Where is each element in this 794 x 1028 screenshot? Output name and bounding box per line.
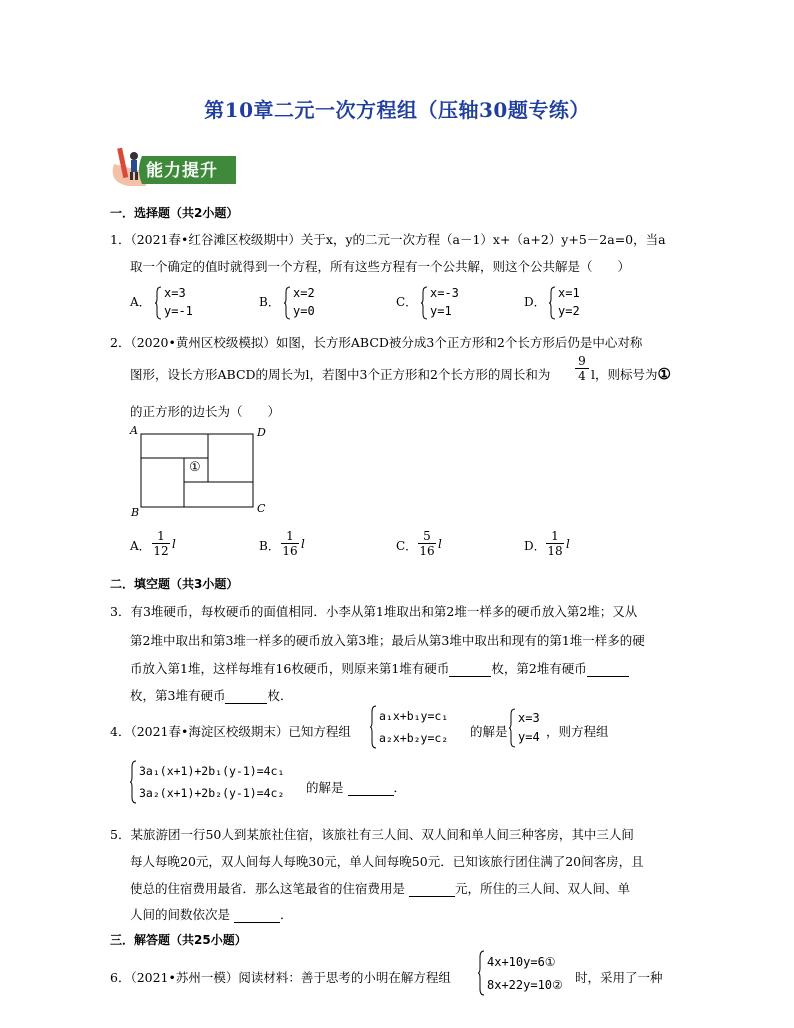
q5-line2: 每人每晚20元，双人间每人每晚30元，单人间每晚50元．已知该旅行团住满了20间客房，且 (130, 854, 644, 869)
q4-solution: x=3 y=4 (518, 711, 540, 744)
q3-blank-2[interactable] (587, 661, 629, 677)
q2-line1: 2．（2020•黄州区校级模拟）如图，长方形ABCD被分成3个正方形和2个长方形后仍是中心对称 (110, 335, 643, 350)
brace-icon (420, 286, 428, 320)
label-a: A (130, 424, 138, 437)
section-fill: 二．填空题（共3小题） (110, 577, 239, 591)
q2-line2a: 图形，设长方形ABCD的周长为l，若图中3个正方形和2个长方形的周长和为 (130, 367, 551, 382)
q3-line1: 3．有3堆硬币，每枚硬币的面值相同．小李从第1堆取出和第2堆一样多的硬币放入第2堆；又从 (110, 604, 638, 619)
q1-line2: 取一个确定的值时就得到一个方程，所有这些方程有一个公共解，则这个公共解是（ ） (130, 259, 631, 274)
q4-line2: 的解是 ． (306, 780, 407, 795)
q2-figure (128, 424, 273, 520)
q4-line1c: ，则方程组 (546, 724, 609, 739)
section-choice: 一．选择题（共2小题） (110, 206, 239, 220)
q2-line2b: l，则标号为① (591, 365, 671, 383)
q4-blank[interactable] (348, 780, 394, 796)
section-answer: 三．解答题（共25小题） (110, 933, 247, 947)
circled-one-icon: ① (657, 365, 671, 383)
q6-line1b: 时，采用了一种 (575, 970, 663, 985)
label-b: B (131, 506, 140, 519)
page-title: 第10章二元一次方程组（压轴30题专练） (204, 98, 590, 122)
square-one-mark: ① (189, 460, 201, 475)
q2-options: A． $\frac{1}{12}$ l B． $\frac{1}{16}$ l C． $\frac{5}{16}$ l D． $\frac{1}{18}$ l (130, 529, 570, 558)
q5-blank-1[interactable] (409, 881, 455, 897)
q6-line1a: 6．（2021•苏州一模）阅读材料：善于思考的小明在解方程组 (110, 970, 451, 985)
q5-line4: 人间的间数依次是 ． (130, 907, 293, 922)
q3-line2: 第2堆中取出和第3堆一样多的硬币放入第3堆；最后从第3堆中取出和现有的第1堆一样多的硬 (130, 633, 645, 648)
q3-line4: 枚，第3堆有硬币 枚． (130, 688, 293, 703)
q3-blank-3[interactable] (225, 688, 267, 704)
brace-icon (369, 705, 377, 749)
brace-icon (508, 708, 516, 748)
q3-line3: 币放入第1堆，这样每堆有16枚硬币，则原来第1堆有硬币 枚，第2堆有硬币 (130, 659, 629, 677)
q5-line1: 5．某旅游团一行50人到某旅社住宿，该旅社有三人间、双人间和单人间三种客房，其中三人间 (110, 827, 634, 842)
ability-badge (106, 142, 240, 190)
q5-line3: 使总的住宿费用最省．那么这笔最省的住宿费用是 元，所住的三人间、双人间、单 (130, 881, 631, 896)
q4-line1a: 4．（2021春•海淀区校级期末）已知方程组 (110, 724, 351, 739)
label-d: D (257, 426, 266, 439)
q4-system-2: 3a₁(x+1)+2b₁(y-1)=4c₁ 3a₂(x+1)+2b₂(y-1)=4c₂ (139, 764, 285, 800)
q2-line3: 的正方形的边长为（ ） (130, 404, 281, 419)
brace-icon (477, 950, 485, 996)
badge-label: 能力提升 (146, 161, 218, 181)
q5-blank-2[interactable] (234, 907, 280, 923)
q3-blank-1[interactable] (449, 661, 491, 677)
label-c: C (257, 502, 266, 515)
brace-icon (129, 760, 137, 804)
q4-line1b: 的解是 (470, 724, 508, 739)
q1-line1: 1．（2021春•红谷滩区校级期中）关于x，y的二元一次方程（a－1）x+（a+2）y+5－2a=0，当a (110, 232, 666, 247)
q1-options: A． x=3 y=-1 B． x=2 y=0 C． x=-3 y=1 D． x=1 y=2 (130, 286, 580, 318)
q4-system-1: a₁x+b₁y=c₁ a₂x+b₂y=c₂ (379, 709, 449, 745)
brace-icon (283, 286, 291, 320)
q2-fraction: $\frac{9}{4}$ (575, 354, 589, 383)
brace-icon (548, 286, 556, 320)
q6-system: 4x+10y=6① 8x+22y=10② (487, 955, 563, 992)
brace-icon (154, 286, 162, 320)
